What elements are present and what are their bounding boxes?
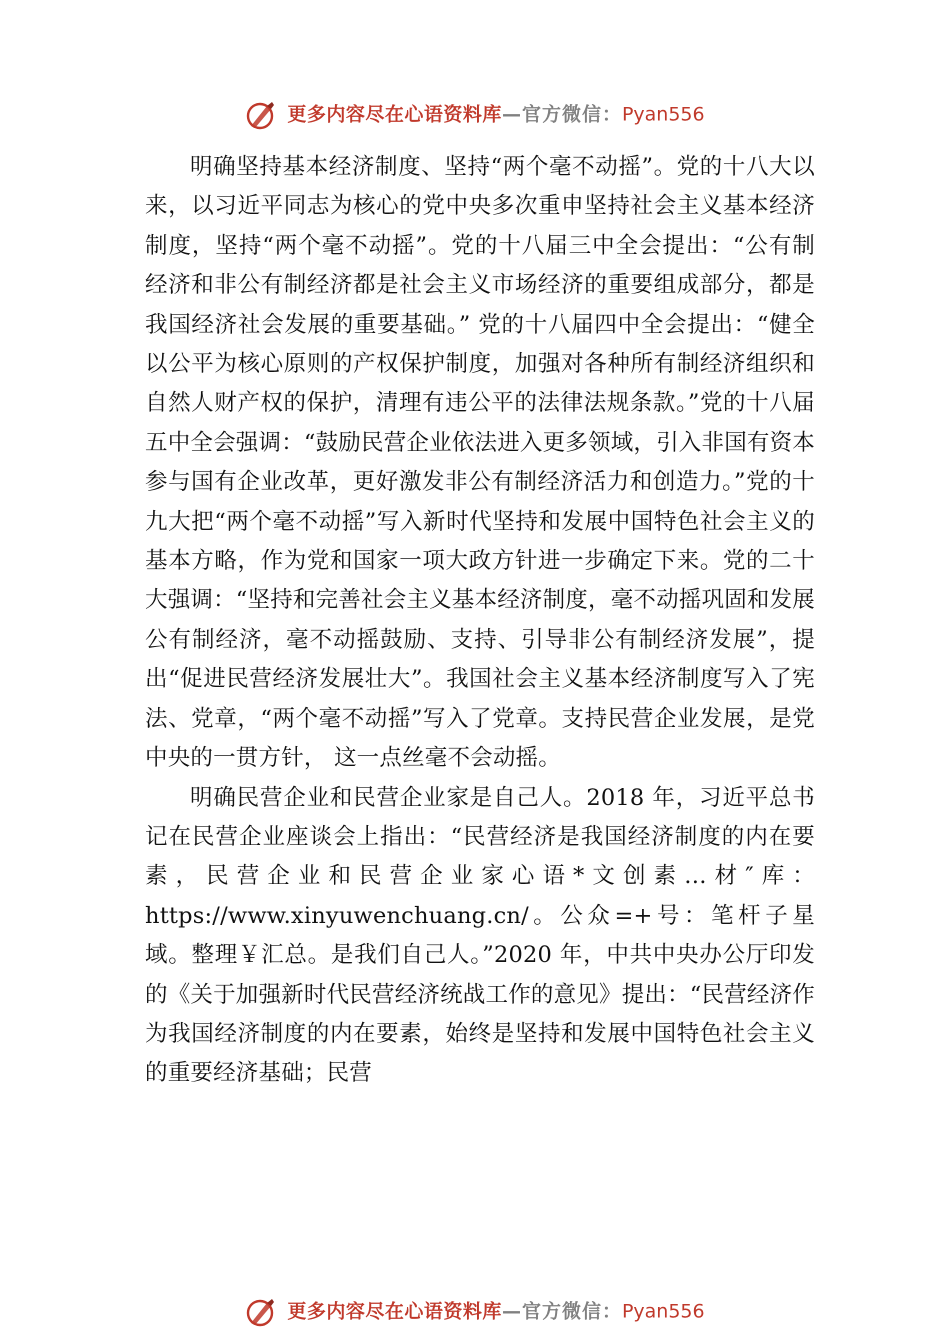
watermark-account-id: Pyan556 <box>621 1300 705 1323</box>
watermark-wechat-label: 官方微信： <box>521 1300 622 1323</box>
watermark-site-name: 更多内容尽在心语资料库 <box>287 1300 502 1323</box>
footer-watermark <box>0 1297 950 1327</box>
paragraph-private-enterprise: 明确民营企业和民营企业家是自己人。2018 年，习近平总书记在民营企业座谈会上指出：“民营经济是我国经济制度的内在要素，民营企业和民营企业家心语*文创素…材″库：https://www.xinyuwenchuang.cn/。公众=+号：笔杆子星域。整理￥汇总。是我们自己人。”2020 年，中共中央办公厅印发的《关于加强新时代民营经济统战工作的意见》提出：“民营经济作为我国经济制度的内在要素，始终是坚持和发展中国特色社会主义的重要经济基础；民营 <box>145 784 816 1087</box>
pen-logo-icon <box>245 100 277 130</box>
paragraph-basic-economic-system: 明确坚持基本经济制度、坚持“两个毫不动摇”。党的十八大以来，以习近平同志为核心的党中央多次重申坚持社会主义基本经济制度，坚持“两个毫不动摇”。党的十八届三中全会提出：“公有制经济和非公有制经济都是社会主义市场经济的重要组成部分，都是我国经济社会发展的重要基础。” 党的十八届四中全会提出：“健全以公平为核心原则的产权保护制度，加强对各种所有制经济组织和自然人财产权的保护，清理有违公平的法律法规条款。”党的十八届五中全会强调：“鼓励民营企业依法进入更多领域，引入非国有资本参与国有企业改革，更好激发非公有制经济活力和创造力。”党的十九大把“两个毫不动摇”写入新时代坚持和发展中国特色社会主义的基本方略，作为党和国家一项大政方针进一步确定下来。党的二十大强调：“坚持和完善社会主义基本经济制度，毫不动摇巩固和发展公有制经济，毫不动摇鼓励、支持、引导非公有制经济发展”，提出“促进民营经济发展壮大”。我国社会主义基本经济制度写入了宪法、党章，“两个毫不动摇”写入了党章。支持民营企业发展，是党中央的一贯方针， 这一点丝毫不会动摇。 <box>145 154 816 772</box>
watermark-account-id: Pyan556 <box>621 103 705 126</box>
pen-logo-icon <box>245 1297 277 1327</box>
header-watermark <box>0 100 950 130</box>
watermark-dash: — <box>501 1300 522 1323</box>
document-body <box>145 148 815 1094</box>
watermark-wechat-label: 官方微信： <box>521 103 622 126</box>
watermark-site-name: 更多内容尽在心语资料库 <box>287 103 502 126</box>
watermark-dash: — <box>501 103 522 126</box>
